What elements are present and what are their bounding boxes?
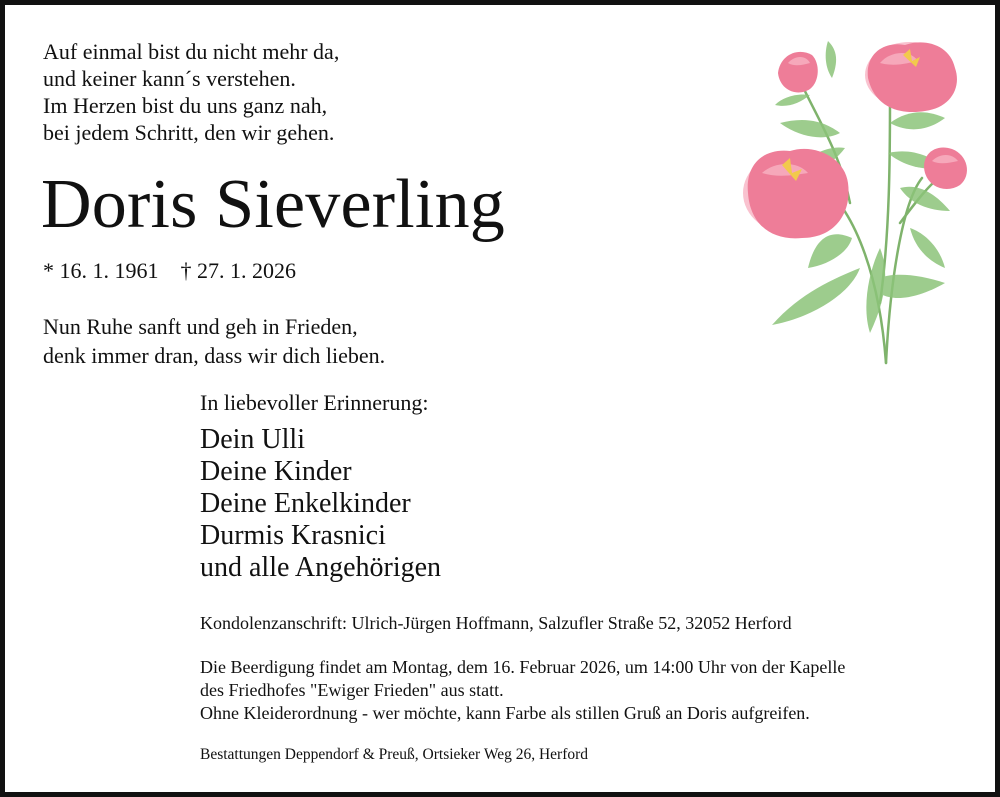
mourner: und alle Angehörigen bbox=[200, 552, 442, 583]
mourner: Deine Kinder bbox=[200, 456, 352, 487]
undertaker-info: Bestattungen Deppendorf & Preuß, Ortsieker Weg 26, Herford bbox=[200, 746, 589, 763]
funeral-info bbox=[200, 656, 845, 725]
death-date: † 27. 1. 2026 bbox=[180, 258, 296, 283]
closing-line: denk immer dran, dass wir dich lieben. bbox=[43, 343, 386, 368]
poem-line: und keiner kann´s verstehen. bbox=[43, 66, 296, 91]
mourner: Deine Enkelkinder bbox=[200, 488, 411, 519]
funeral-line: Die Beerdigung findet am Montag, dem 16. Februar 2026, um 14:00 Uhr von der Kapelle bbox=[200, 657, 846, 677]
mourner: Dein Ulli bbox=[200, 424, 305, 455]
poem-line: Im Herzen bist du uns ganz nah, bbox=[43, 93, 328, 118]
poem-line: bei jedem Schritt, den wir gehen. bbox=[43, 120, 335, 145]
mourner: Durmis Krasnici bbox=[200, 520, 386, 551]
remembrance-intro: In liebevoller Erinnerung: bbox=[200, 390, 429, 415]
mourners-list bbox=[200, 424, 441, 584]
condolence-address: Kondolenzanschrift: Ulrich-Jürgen Hoffmann, Salzufler Straße 52, 32052 Herford bbox=[200, 613, 792, 633]
peony-flowers-icon bbox=[740, 33, 980, 373]
birth-date: * 16. 1. 1961 bbox=[43, 258, 159, 283]
funeral-line: Ohne Kleiderordnung - wer möchte, kann Farbe als stillen Gruß an Doris aufgreifen. bbox=[200, 703, 810, 723]
deceased-name: Doris Sieverling bbox=[41, 166, 505, 243]
poem bbox=[43, 38, 339, 146]
closing-verse bbox=[43, 312, 385, 370]
closing-line: Nun Ruhe sanft und geh in Frieden, bbox=[43, 314, 358, 339]
poem-line: Auf einmal bist du nicht mehr da, bbox=[43, 39, 340, 64]
funeral-line: des Friedhofes "Ewiger Frieden" aus statt. bbox=[200, 680, 504, 700]
life-dates bbox=[43, 257, 296, 285]
